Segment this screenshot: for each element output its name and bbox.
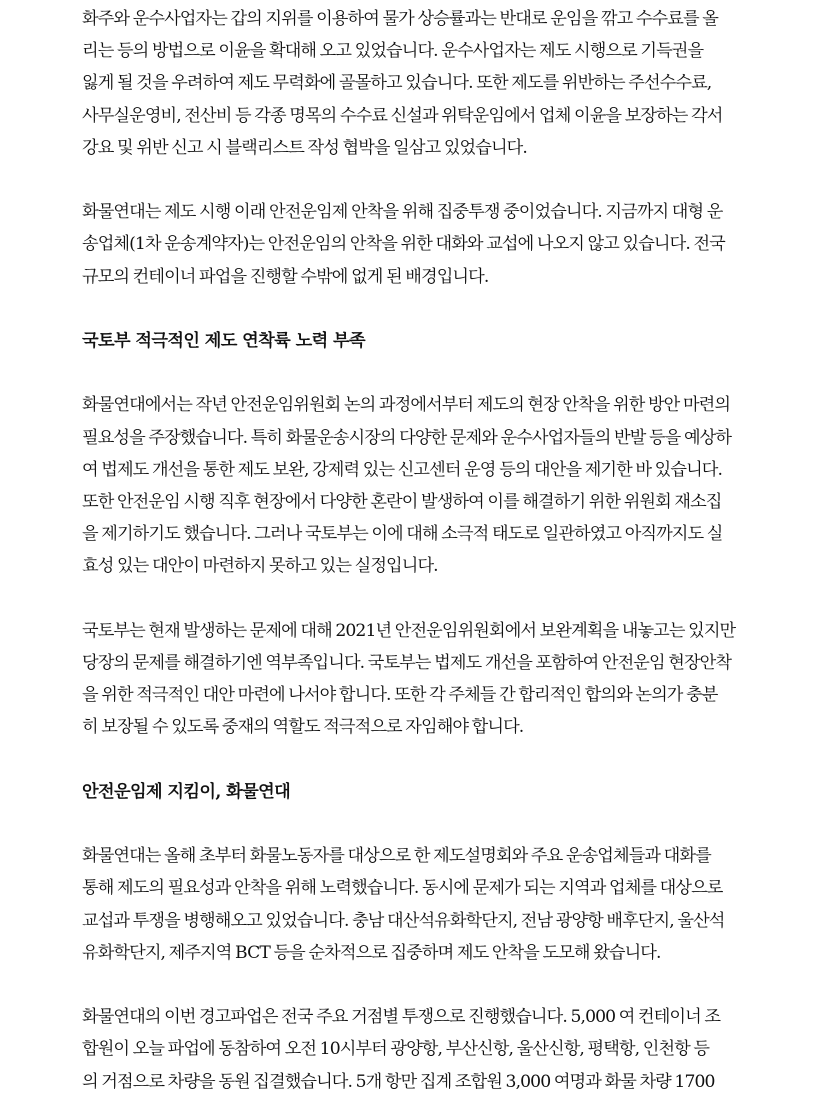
paragraph-ministry-effort [82,389,756,582]
document-page [82,0,756,1098]
text-line: 화물연대는 제도 시행 이래 안전운임제 안착을 위해 집중투쟁 중이었습니다. 지금까지 대형 운 [82,202,723,223]
paragraph-gap [82,164,756,196]
text-line: 을 위한 적극적인 대안 마련에 나서야 합니다. 또한 각 주체들 간 합리적인 합의와 논의가 충분 [82,685,718,706]
section-heading-guardian: 안전운임제 지킴이, 화물연대 [82,781,291,802]
text-line: 규모의 컨테이너 파업을 진행할 수밖에 없게 된 배경입니다. [82,266,489,287]
text-line: 화물연대의 이번 경고파업은 전국 주요 거점별 투쟁으로 진행했습니다. 5,000 여 컨테이너 조 [82,1007,721,1028]
text-line: 여 법제도 개선을 통한 제도 보완, 강제력 있는 신고센터 운영 등의 대안을 제기한 바 있습니다. [82,459,723,480]
text-line: 강요 및 위반 신고 시 블랙리스트 작성 협박을 일삼고 있었습니다. [82,137,527,158]
paragraph-shipper-abuse [82,3,756,164]
paragraph-gap [82,969,756,1001]
text-line: 통해 제도의 필요성과 안착을 위해 노력했습니다. 동시에 문제가 되는 지역과 업체를 대상으로 [82,878,723,899]
text-line: 당장의 문제를 해결하기엔 역부족입니다. 국토부는 법제도 개선을 포함하여 안전운임 현장안착 [82,653,732,673]
paragraph-gap [82,293,756,325]
paragraph-gap [82,357,756,389]
paragraph-ministry-plan [82,615,756,744]
text-line: 잃게 될 것을 우려하여 제도 무력화에 골몰하고 있습니다. 또한 제도를 위반하는 주선수수료, [82,73,712,94]
text-line: 사무실운영비, 전산비 등 각종 명목의 수수료 신설과 위탁운임에서 업체 이윤을 보장하는 각서 [82,105,723,126]
paragraph-gap [82,583,756,615]
text-line: 히 보장될 수 있도록 중재의 역할도 적극적으로 자임해야 합니다. [82,717,524,738]
text-line: 화물연대는 올해 초부터 화물노동자를 대상으로 한 제도설명회와 주요 운송업체들과 대화를 [82,846,711,867]
text-line: 송업체(1차 운송계약자)는 안전운임의 안착을 위한 대화와 교섭에 나오지 않고 있습니다. 전국 [82,234,725,255]
text-line: 리는 등의 방법으로 이윤을 확대해 오고 있었습니다. 운수사업자는 제도 시행으로 기득권을 [82,41,704,62]
text-line: 효성 있는 대안이 마련하지 못하고 있는 실정입니다. [82,556,438,577]
text-line: 합원이 오늘 파업에 동참하여 오전 10시부터 광양항, 부산신항, 울산신항, 평택항, 인천항 등 [82,1039,710,1060]
text-line: 화물연대에서는 작년 안전운임위원회 논의 과정에서부터 제도의 현장 안착을 위한 방안 마련의 [82,395,731,416]
text-line: 필요성을 주장했습니다. 특히 화물운송시장의 다양한 문제와 운수사업자들의 반발 등을 예상하 [82,427,732,448]
text-line: 교섭과 투쟁을 병행해오고 있었습니다. 충남 대산석유화학단지, 전남 광양항 배후단지, 울산석 [82,910,725,931]
text-line: 또한 안전운임 시행 직후 현장에서 다양한 혼란이 발생하여 이를 해결하기 위한 위원회 재소집 [82,492,722,512]
text-line: 국토부는 현재 발생하는 문제에 대해 2021년 안전운임위원회에서 보완계획을 내놓고는 있지만 [82,620,736,641]
paragraph-gap [82,744,756,776]
paragraph-warning-strike [82,1001,756,1098]
paragraph-gap [82,808,756,840]
text-line: 을 제기하기도 했습니다. 그러나 국토부는 이에 대해 소극적 태도로 일관하였고 아직까지도 실 [82,524,723,545]
paragraph-union-efforts [82,840,756,969]
section-heading-ministry: 국토부 적극적인 제도 연착륙 노력 부족 [82,331,365,351]
paragraph-union-struggle [82,196,756,293]
text-line: 유화학단지, 제주지역 BCT 등을 순차적으로 집중하며 제도 안착을 도모해 왔습니다. [82,942,661,963]
text-line: 의 거점으로 차량을 동원 집결했습니다. 5개 항만 집계 조합원 3,000 여명과 화물 차량 1700 [82,1071,715,1092]
text-line: 화주와 운수사업자는 갑의 지위를 이용하여 물가 상승률과는 반대로 운임을 깎고 수수료를 올 [82,9,718,29]
